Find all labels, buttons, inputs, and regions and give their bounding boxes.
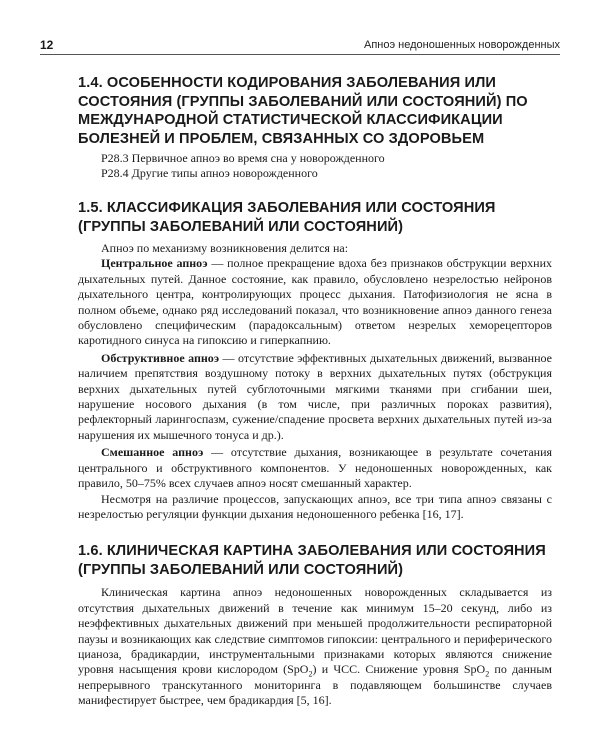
page-number: 12 (40, 38, 54, 52)
classification-intro: Апноэ по механизму возникновения делится на: (101, 241, 349, 255)
spo2-subscript: 2 (308, 669, 313, 679)
page-content (78, 74, 552, 709)
obstructive-apnea-term: Обструктивное апноэ (101, 350, 220, 365)
icd-code-p28-3: P28.3 Первичное апноэ во время сна у новорожденного (101, 151, 385, 165)
obstructive-apnea-paragraph (78, 351, 552, 443)
mixed-apnea-text: — отсутствие дыхания, возникающее в результате сочетания центрального и обструктивного компонентов. У недоношенных новорожденных, как правило, 50–75% всех случаев апноэ носят смешанный характер. (78, 445, 553, 491)
section-1-6-heading: 1.6. КЛИНИЧЕСКАЯ КАРТИНА ЗАБОЛЕВАНИЯ ИЛИ СОСТОЯНИЯ (ГРУППЫ ЗАБОЛЕВАНИЙ ИЛИ СОСТОЯНИЙ) (78, 543, 546, 578)
icd-code-p28-4: P28.4 Другие типы апноэ новорожденного (101, 165, 318, 180)
section-1-5-heading: 1.5. КЛАССИФИКАЦИЯ ЗАБОЛЕВАНИЯ ИЛИ СОСТОЯНИЯ (ГРУППЫ ЗАБОЛЕВАНИЙ ИЛИ СОСТОЯНИЙ) (78, 200, 496, 235)
central-apnea-paragraph (78, 256, 552, 348)
icd-codes-list (101, 151, 552, 180)
obstructive-apnea-text: — отсутствие эффективных дыхательных движений, вызванное наличием препятствия воздушному потоку в верхних дыхательных путях (обструкция верхних дыхательных путей субглоточными мягкими тканями при сгибании шеи, нарушение носового дыхания (в том числе, при различных пороках развития), рефлекторный ларингоспазм, сужение/спадение просвета верхних дыхательных путей из-за нарушения их мышечного тонуса и др.). (78, 350, 552, 442)
running-title: Апноэ недоношенных новорожденных (364, 39, 560, 51)
clinical-text-part3: по данным непрерывного транскутанного мониторинга в подавляющем большинстве случаев манифестирует быстрее, чем брадикардия [5, 16]. (78, 662, 553, 708)
central-apnea-term: Центральное апноэ (101, 256, 208, 271)
page-header (40, 38, 560, 55)
apnea-types-note: Несмотря на различие процессов, запускающих апноэ, все три типа апноэ связаны с незрелостью регуляции функции дыхания недоношенного ребенка [16, 17]. (78, 491, 552, 521)
clinical-text-part1: Клиническая картина апноэ недоношенных новорожденных складывается из отсутствия дыхательных движений в течение как минимум 15–20 секунд, либо из неэффективных дыхательных движений при меньшей продолжительности респираторной паузы и возникающих как следствие симптомов гипоксии: центрального и периферического цианоза, брадикардии, инструментальными признаками которых являются снижение уровня насыщения крови кислородом (SpO (78, 585, 552, 677)
spo2-subscript-2: 2 (485, 669, 490, 679)
mixed-apnea-paragraph (78, 445, 552, 491)
mixed-apnea-term: Смешанное апноэ (101, 445, 204, 460)
central-apnea-text: — полное прекращение вдоха без признаков обструкции верхних дыхательных путей. Данное состояние, как правило, обусловлено незрелостью нейронов дыхательного центра, контролирующих процесс дыхания. Патофизиология не ясна в полном объеме, однако ряд исследований показал, что возникновение апноэ данного генеза обусловлено специфическим (парадоксальным) ответом незрелых хеморецепторов каротидного синуса на гипоксию и гиперкапнию. (78, 256, 552, 348)
section-1-4-heading: 1.4. ОСОБЕННОСТИ КОДИРОВАНИЯ ЗАБОЛЕВАНИЯ ИЛИ СОСТОЯНИЯ (ГРУППЫ ЗАБОЛЕВАНИЙ ИЛИ СОСТОЯНИЙ) ПО МЕЖДУНАРОДНОЙ СТАТИСТИЧЕСКОЙ КЛАССИФИКАЦИИ БОЛЕЗНЕЙ И ПРОБЛЕМ, СВЯЗАННЫХ СО ЗДОРОВЬЕМ (78, 75, 528, 147)
clinical-text-part2: ) и ЧСС. Снижение уровня SpO (312, 662, 486, 677)
clinical-picture-paragraph (78, 585, 552, 708)
